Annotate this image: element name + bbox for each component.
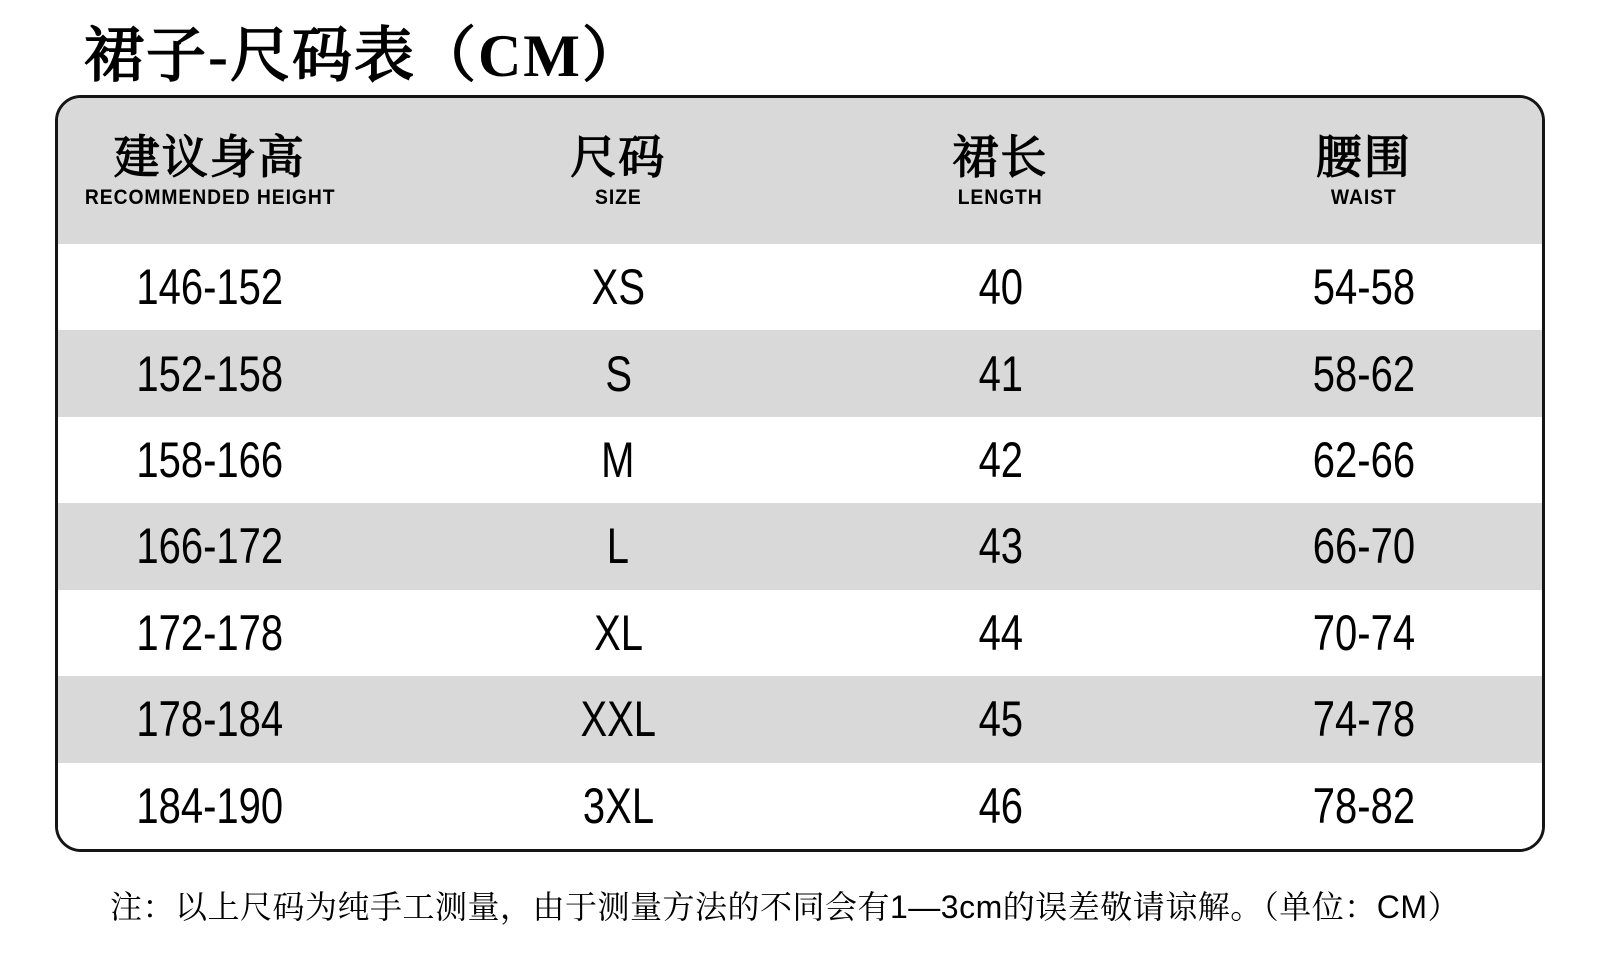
table-cell-size: XL (593, 604, 643, 661)
table-cell-waist: 74-78 (1312, 691, 1416, 748)
header-en-label: RECOMMENDED HEIGHT (84, 185, 336, 209)
table-cell-length: 45 (978, 691, 1023, 748)
table-cell-height: 172-178 (136, 604, 284, 661)
table-cell-size: XS (591, 259, 645, 316)
column-header-length (815, 98, 1186, 244)
table-cell-size: M (601, 432, 635, 489)
table-cell-waist: 66-70 (1312, 518, 1416, 575)
table-cell-height: 146-152 (136, 259, 284, 316)
table-cell-height: 152-158 (136, 345, 284, 402)
table-cell-length: 41 (978, 345, 1023, 402)
table-cell-height: 184-190 (136, 777, 284, 834)
table-header-row (58, 98, 1542, 244)
footnote: 注：以上尺码为纯手工测量，由于测量方法的不同会有1—3cm的误差敬请谅解。（单位：CM） (110, 889, 1461, 925)
table-row (58, 676, 1542, 762)
table-row (58, 590, 1542, 676)
page-title: 裙子-尺码表（CM） (84, 23, 644, 89)
table-cell-size: L (607, 518, 630, 575)
table-cell-waist: 62-66 (1312, 432, 1416, 489)
header-cn-label: 尺码 (570, 131, 667, 184)
table-row (58, 244, 1542, 330)
table-cell-size: 3XL (582, 777, 654, 834)
table-cell-length: 43 (978, 518, 1023, 575)
table-cell-size: S (604, 345, 632, 402)
header-en-label: WAIST (1331, 185, 1397, 209)
header-cn-label: 建议身高 (113, 131, 306, 184)
table-row (58, 503, 1542, 589)
table-cell-size: XXL (580, 691, 657, 748)
table-cell-waist: 70-74 (1312, 604, 1416, 661)
table-cell-waist: 78-82 (1312, 777, 1416, 834)
header-cn-label: 裙长 (952, 131, 1049, 184)
column-header-size (422, 98, 815, 244)
table-cell-length: 42 (978, 432, 1023, 489)
table-row (58, 417, 1542, 503)
table-cell-height: 158-166 (136, 432, 284, 489)
table-cell-length: 46 (978, 777, 1023, 834)
table-row (58, 763, 1542, 849)
column-header-height (58, 98, 422, 244)
column-header-waist (1186, 98, 1542, 244)
header-cn-label: 腰围 (1315, 131, 1412, 184)
header-en-label: LENGTH (957, 185, 1043, 209)
table-row (58, 330, 1542, 416)
table-cell-length: 44 (978, 604, 1023, 661)
table-cell-height: 166-172 (136, 518, 284, 575)
table-cell-waist: 58-62 (1312, 345, 1416, 402)
size-table (55, 95, 1545, 852)
table-cell-waist: 54-58 (1312, 259, 1416, 316)
header-en-label: SIZE (594, 185, 642, 209)
table-cell-height: 178-184 (136, 691, 284, 748)
table-cell-length: 40 (978, 259, 1023, 316)
